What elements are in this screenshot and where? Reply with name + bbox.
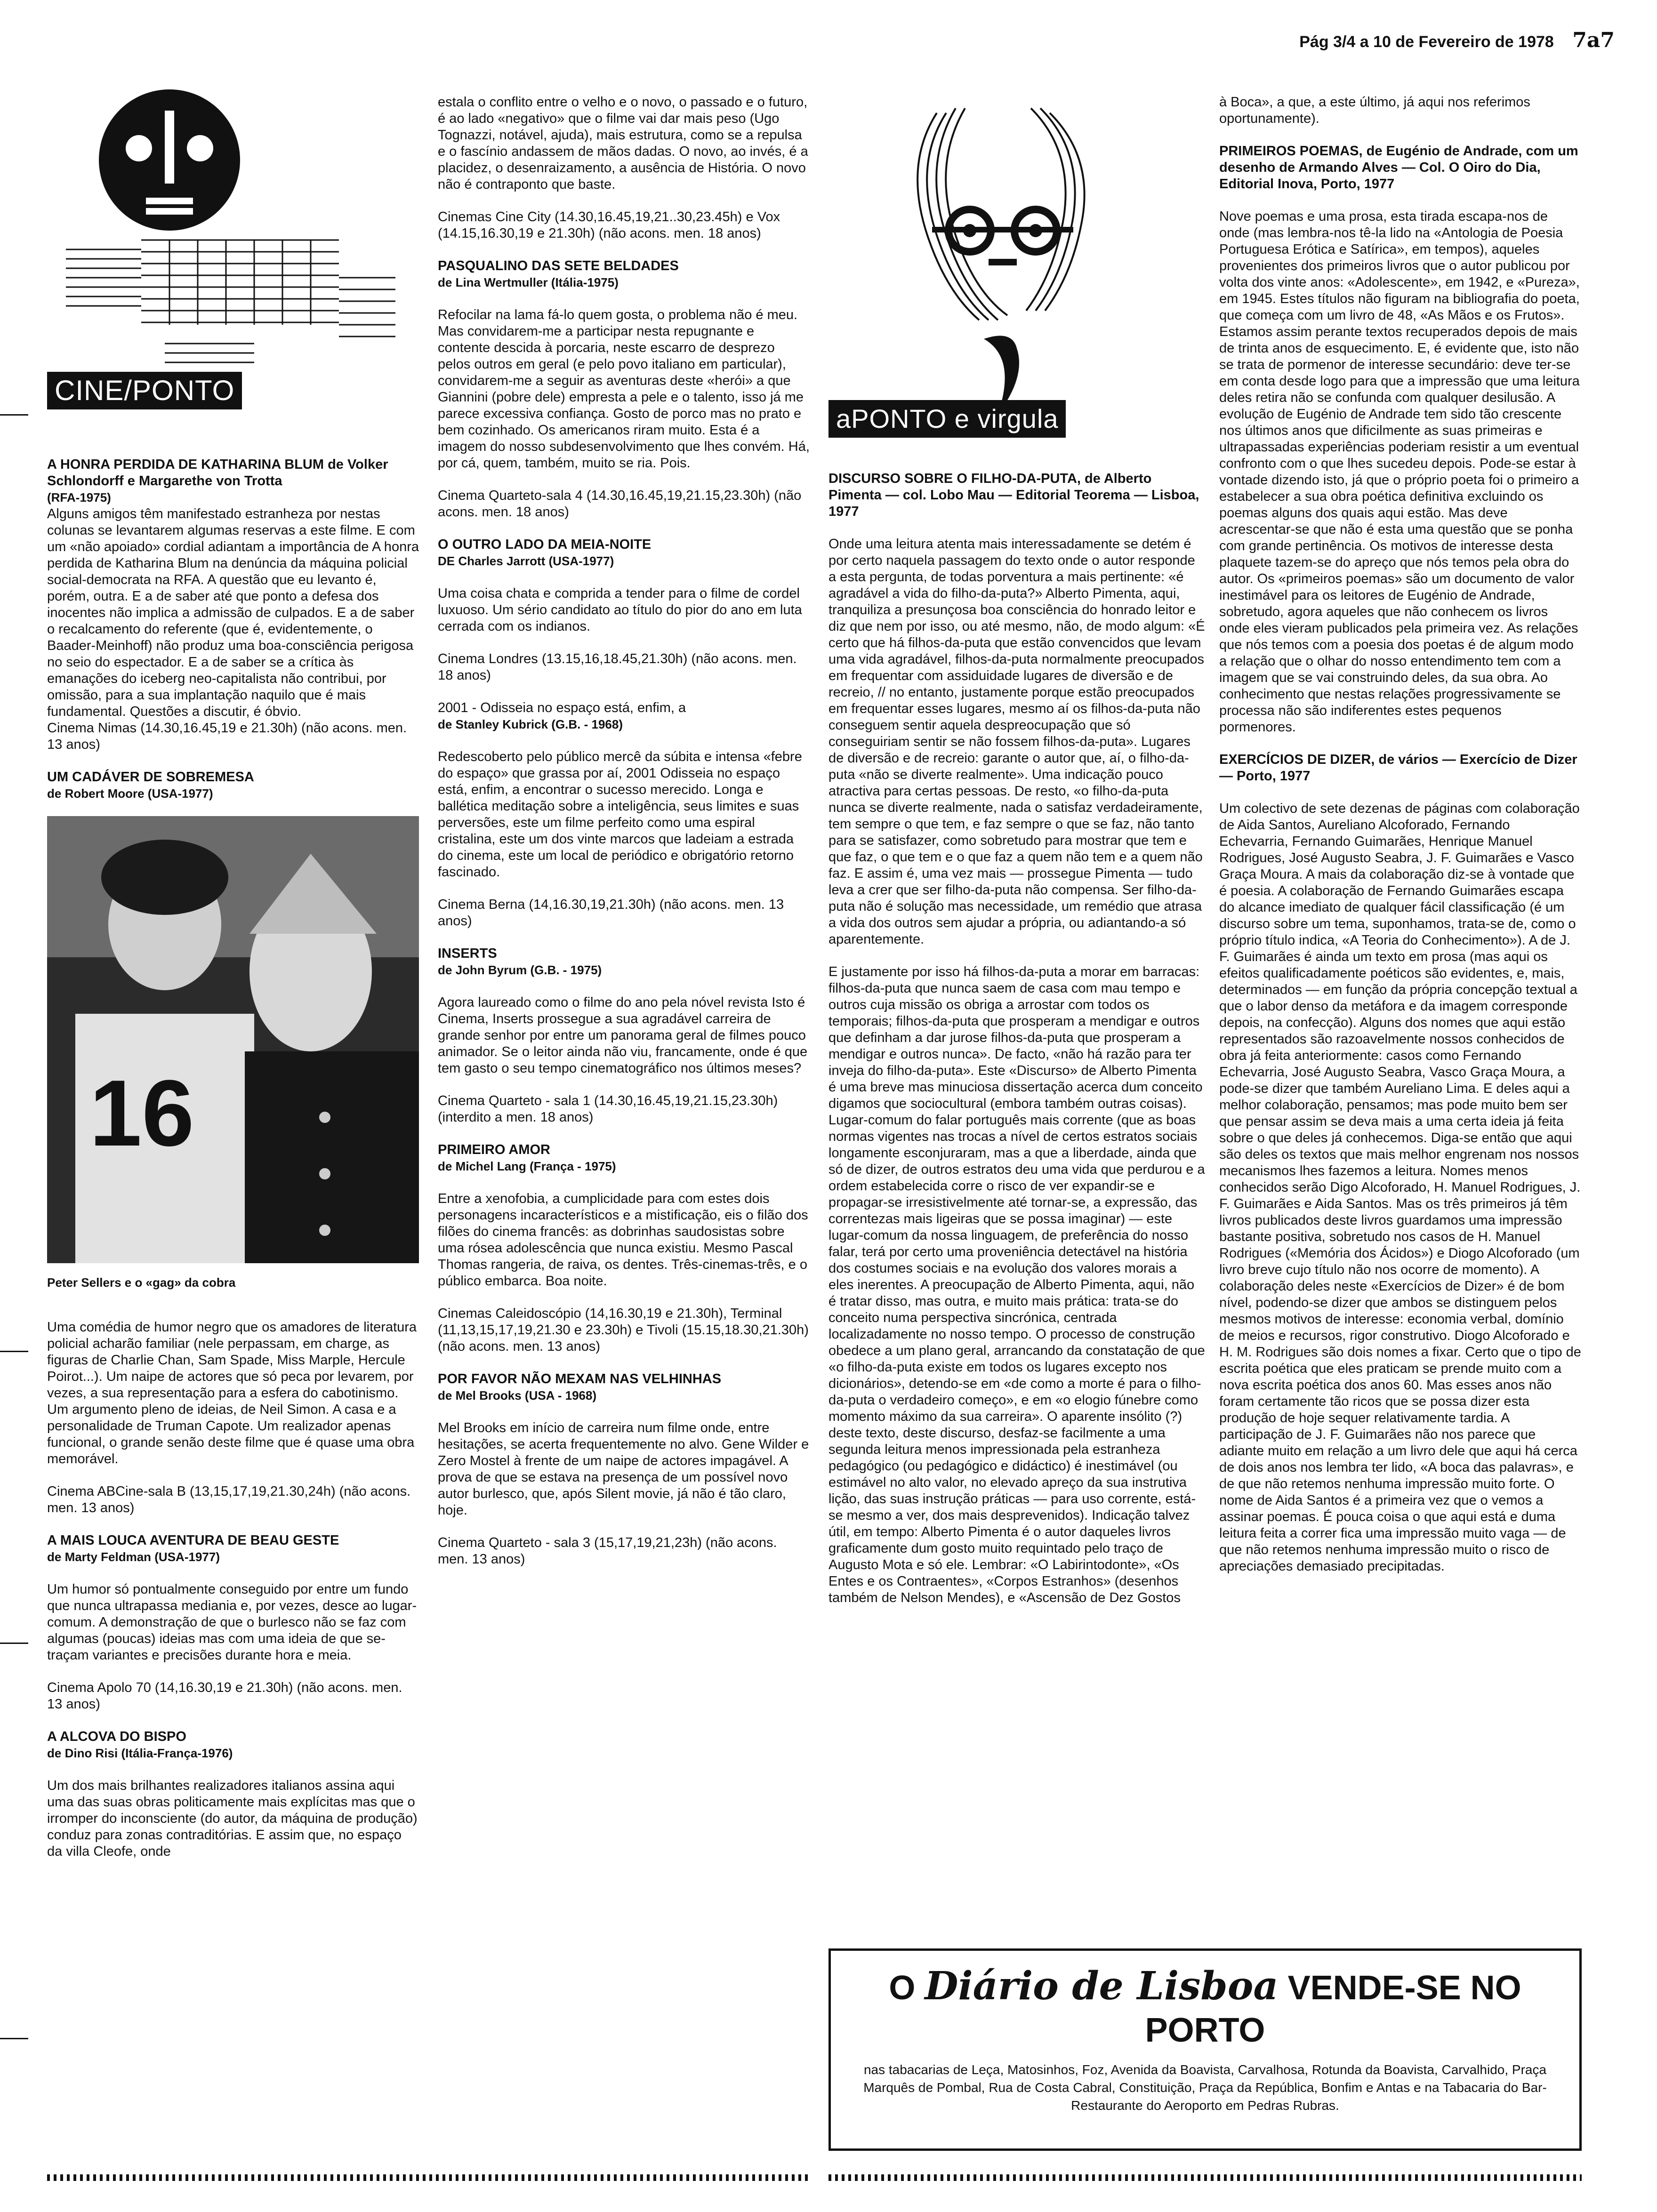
review-subtitle: de Robert Moore (USA-1977) xyxy=(47,786,213,801)
ad-headline: VENDE-SE NO PORTO xyxy=(1145,1969,1521,2049)
cine-face-icon xyxy=(47,89,419,400)
review-body: Um dos mais brilhantes realizadores italianos assina aqui uma das suas obras politicamente mais explícitas mas que o irromper do inconsciente (do autor, da máquina de produção) conduz para zonas contraditórias. E assim que, no espaço da villa Cleofe, onde xyxy=(47,1778,418,1859)
page-header xyxy=(0,28,1615,56)
bottom-dotted-rule xyxy=(828,2174,1582,2181)
review-body: Onde uma leitura atenta mais interessadamente se detém é por certo naquela passagem do texto onde o autor responde a esta pergunta, de todas porventura a mais pertinente: «é agradável a vida do filho-da-puta?» Alberto Pimenta, aqui, tranquiliza a presunçosa boa consciência do honrado leitor e diz que nem por isso, ou até mesmo, não, de modo algum: «É certo que há filhos-da-puta que estão convencidos que levam uma vida agradável, filhos-da-puta normalmente preocupados em frequentar com assiduidade lugares de diversão e de recreio, // no entanto, justamente porque estão preocupados em frequentar esses lugares, mesmo aí os filhos-da-puta não conseguem sentir aquela despreocupação que só conseguiriam sentir se não fossem filhos-da-puta». Lugares de diversão e de recreio: garante o autor que, aí, o filho-da-puta «não se diverte realmente». Uma indicação pouco atractiva para certas pessoas. De resto, «o filho-da-puta nunca se diverte realmente, nada o satisfaz verdadeiramente, tem sempre o que tem, e faz sempre o que se faz, não tanto para se satisfazer, como sobretudo para mostrar que tem e que faz, o que tem e o que faz a quem não tem e a quem não faz. E assim é, uma vez mais — prossegue Pimenta — tudo leva a crer que ser filho-da-puta não compensa. Ser filho-da-puta não é solução mas necessidade, um remédio que atrasa a vida dos outros sem ajudar a própria, ou adiantando-a só aparentemente. xyxy=(828,537,1205,947)
review-body: Um humor só pontualmente conseguido por entre um fundo que nunca ultrapassa mediania e, por vezes, desce ao lugar-comum. A demonstração de que o burlesco não se faz com algumas (poucas) ideias mas com uma ideia de que se-traçam variantes e precisões durante hora e meia. xyxy=(47,1582,417,1663)
review-cinema: Cinemas Caleidoscópio (14,16.30,19 e 21.30h), Terminal (11,13,15,17,19,21.30 e 23.30h) e Tivoli (15.15,18.30,21.30h) (não acons. men. 13 anos) xyxy=(438,1306,809,1354)
bottom-dotted-rule xyxy=(47,2174,810,2181)
ad-article: O xyxy=(889,1969,916,2007)
review-title: EXERCÍCIOS DE DIZER, de vários — Exercício de Dizer — Porto, 1977 xyxy=(1219,752,1577,784)
margin-mark xyxy=(0,1351,28,1352)
film-photo xyxy=(47,816,419,1263)
diario-de-lisboa-ad xyxy=(828,1948,1582,2151)
margin-mark xyxy=(0,1643,28,1644)
ad-body: nas tabacarias de Leça, Matosinhos, Foz, Avenida da Boavista, Carvalhosa, Rotunda da Boavista, Carvalhido, Praça Marquês de Pombal, Rua de Costa Cabral, Constituição, Praça da República, Bonfim e Antas e na Tabacaria do Bar-Restaurante do Aeroporto em Pedras Rubras. xyxy=(863,2062,1547,2113)
review-body: Alguns amigos têm manifestado estranheza por nestas colunas se levantarem algumas reservas a este filme. E com um «não apoiado» cordial adiantam a importância de A honra perdida de Katharina Blum na denúncia da máquina policial social-democrata na RFA. A questão que eu levanto é, porém, outra. E a de saber até que ponto a defesa dos inocentes não implica a admissão de culpados. E a de saber o recalcamento do referente (que é, evidentemente, o Baader-Meinhoff) não produz uma boa-consciência perigosa no seio do espectador. E a de saber se a crítica às emanações do iceberg neo-capitalista não contribui, por omissão, para a sua implantação naquilo que é mais fundamental. Questões a discutir, é óbvio. xyxy=(47,506,419,719)
review-cinema: Cinema Quarteto - sala 3 (15,17,19,21,23h) (não acons. men. 13 anos) xyxy=(438,1535,777,1567)
review-body: Uma coisa chata e comprida a tender para o filme de cordel luxuoso. Um sério candidato ao título do pior do ano em luta cerrada com os indianos. xyxy=(438,586,802,634)
review-title: O OUTRO LADO DA MEIA-NOITE xyxy=(438,537,652,552)
review-cinema: Cinema ABCine-sala B (13,15,17,19,21.30,24h) (não acons. men. 13 anos) xyxy=(47,1484,411,1515)
review-title: PASQUALINO DAS SETE BELDADES xyxy=(438,258,679,273)
aponto-logo xyxy=(828,94,1205,452)
column-2 xyxy=(438,94,810,1584)
review-title: DISCURSO SOBRE O FILHO-DA-PUTA, de Alberto Pimenta — col. Lobo Mau — Editorial Teorema — Lisboa, 1977 xyxy=(828,471,1199,519)
review-title: A ALCOVA DO BISPO xyxy=(47,1729,186,1744)
review-body: estala o conflito entre o velho e o novo, o passado e o futuro, é ao lado «negativo» que o filme vai dar mais peso (Ugo Tognazzi, notável, ajuda), mais estrutura, como se a repulsa e o fascínio andassem de mãos dadas. O novo, ao invés, é a placidez, o desenraizamento, a ausência de História. O novo não é contraponto que baste. xyxy=(438,95,808,192)
review-body: Redescoberto pelo público mercê da súbita e intensa «febre do espaço» que grassa por aí, 2001 Odisseia no espaço está, enfim, a encontrar o sucesso merecido. Longa e balléticа meditação sobre a inteligência, seus limites e suas perversões, este um filme perfeito como uma espiral cristalina, este um dos vinte marcos que ladeiam a estrada do cinema, este um local de periódico e obrigatório retorno fascinado. xyxy=(438,749,802,880)
review-title: PRIMEIROS POEMAS, de Eugénio de Andrade, com um desenho de Armando Alves — Col. O Oiro do Dia, Editorial Inova, Porto, 1977 xyxy=(1219,144,1578,192)
review-cinema: Cinema Quarteto - sala 1 (14.30,16.45,19,21.15,23.30h) (interdito a men. 18 anos) xyxy=(438,1093,778,1125)
review-title: PRIMEIRO AMOR xyxy=(438,1142,550,1157)
photo-illustration xyxy=(47,816,419,1263)
review-body: Nove poemas e uma prosa, esta tirada escapa-nos de onde (mas lembra-nos tê-la lido na «Antologia de Poesia Portuguesa Erótica e Satírica», em tempos), aqueles provenientes dos primeiros livros que o autor publicou por volta dos vinte anos: «Adolescente», em 1942, e «Pureza», em 1945. Estes títulos não figuram na bibliografia do poeta, que começa com um livro de 48, «As Mãos e os Frutos». Estamos assim perante textos recuperados depois de mais de trinta anos de esquecimento. E, é evidente que, isto não se trata de pormenor de interesse secundário: deve ter-se em conta desde logo para que a impressão que uma leitura deles retira não se confunda com qualquer desilusão. A evolução de Eugénio de Andrade tem sido tão crescente nos últimos anos que dificilmente as suas primeiras e ultrapassadas experiências poderiam resistir a um eventual confronto com o que lhes sucedeu depois. Pode-se estar à vontade dizendo isto, já que o próprio poeta foi o primeiro a estabelecer a sua obra poética definitiva excluindo os poemas alguns dos quais aqui estão. Mas deve acrescentar-se que não é esta uma questão que se ponha com grande pertinência. Os motivos de interesse desta plaquete tazem-se do apreço que nós temos pela obra do autor. Os «primeiros poemas» são um documento de valor inestimável para os leitores de Eugénio de Andrade, sobretudo, agora aqueles que não conhecem os livros onde eles vieram publicados pela primeira vez. As relações que nós temos com a poesia dos poetas é de algum modo a relação que o olhar do nosso entendimento tem com a imagem que se vai construindo deles, da sua obra. Ao conhecimento que nestas relações progressivamente se processa não são indiferentes estes pequenos pormenores. xyxy=(1219,209,1580,735)
header-date: Pág 3/4 a 10 de Fevereiro de 1978 xyxy=(1299,33,1554,51)
column-3 xyxy=(828,94,1205,1622)
review-title: POR FAVOR NÃO MEXAM NAS VELHINHAS xyxy=(438,1371,722,1387)
review-subtitle: de Marty Feldman (USA-1977) xyxy=(47,1550,220,1564)
review-cinema: Cinema Quarteto-sala 4 (14.30,16.45,19,21.15,23.30h) (não acons. men. 18 anos) xyxy=(438,488,802,520)
review-title: 2001 - Odisseia no espaço está, enfim, a xyxy=(438,700,686,715)
column-1 xyxy=(47,89,419,1876)
review-cinema: Cinema Londres (13.15,16,18.45,21.30h) (não acons. men. 18 anos) xyxy=(438,651,797,683)
review-title: A HONRA PERDIDA DE KATHARINA BLUM de Volker Schlondorff e Margarethe von Trotta xyxy=(47,457,388,489)
review-cinema: Cinema Nimas (14.30,16.45,19 e 21.30h) (não acons. men. 13 anos) xyxy=(47,721,407,752)
review-subtitle: de Dino Risi (Itália-França-1976) xyxy=(47,1746,233,1760)
review-title: A MAIS LOUCA AVENTURA DE BEAU GESTE xyxy=(47,1533,339,1548)
review-subtitle: DE Charles Jarrott (USA-1977) xyxy=(438,554,614,568)
review-body: Entre a xenofobia, a cumplicidade para com estes dois personagens incaracterísticos e a mistificação, eis o filão dos filões do cinema francês: as dobrinhas saudosistas sobre uma rósea adolescência que nunca existiu. Mesmo Pascal Thomas rangeria, de raiva, os dentes. Três-cinemas-três, e o público embarca. Boa noite. xyxy=(438,1191,808,1289)
review-cinema: Cinema Berna (14,16.30,19,21.30h) (não acons. men. 13 anos) xyxy=(438,897,784,929)
column-4 xyxy=(1219,94,1582,1591)
review-subtitle: de Michel Lang (França - 1975) xyxy=(438,1159,616,1173)
aponto-face-icon xyxy=(828,94,1205,424)
review-body: Um colectivo de sete dezenas de páginas com colaboração de Aida Santos, Aureliano Alcoforado, Fernando Echevarria, Fernando Guimarães, Henrique Manuel Rodrigues, José Augusto Seabra, J. F. Guimarães e Vasco Graça Moura. A mais da colaboração diz-se à vontade que é poesia. A colaboração de Fernando Guimarães escapa do alcance imediato de qualquer fácil classificação (é um discurso sobre um tema, suponhamos, trata-se de, como o próprio título indica, «A Teoria do Conhecimento»). A de J. F. Guimarães é ainda um texto em prosa (mas aqui os efeitos qualificadamente poéticos são evidentes, e, mais, determinados — em função da própria concepção textual a que o labor denso da metáfora e da imagem corresponde depois, na confecção). Alguns dos nomes que aqui estão representados são razoavelmente nossos conhecidos de obra já feita anteriormente: casos como Fernando Echevarria, José Augusto Seabra, Vasco Graça Moura, a pode-se dizer que também Aureliano Lima. E deles aqui a melhor colaboração, pensamos; mas pode muito bem ser que pensar assim se deva mais a uma certa ideia já feita sobre o que deles já conhecemos. Diga-se então que aqui são deles os textos que mais melhor engrenam nos nossos mecanismos lhes fazemos a leitura. Nomes menos conhecidos serão Digo Alcoforado, H. Manuel Rodrigues, J. F. Guimarães e Aida Santos. Mas os três primeiros já têm livros publicados deste livros guardamos uma impressão bastante positiva, sobretudo nos casos de H. Manuel Rodrigues («Memória dos Ácidos») e Diogo Alcoforado (um livro breve cujo título não nos ocorre de momento). A colaboração deles neste «Exercícios de Dizer» é de bom nível, podendo-se dizer que ambos se distinguem pelos mesmos motivos de interesse: economia verbal, domínio de meios e recursos, rigor construtivo. Diogo Alcoforado e H. M. Rodrigues são dois nomes a fixar. Certo que o tipo de escrita poética que eles praticam se prende muito com a nova escrita poética dos anos 60. Mas esses anos não foram certamente tão ricos que se possa dizer esta produção de hoje sequer relativamente tardia. A participação de J. F. Guimarães não nos parece que adiante muito em relação a um livro dele que aqui há cerca de dois anos nos lembra ter lido, «A boca das palavras», e de que não retemos nenhuma impressão muito forte. O nome de Aida Santos é a primeira vez que o vemos a assinar poemas. É pouca coisa o que aqui está e duma leitura feita a correr fica uma impressão muito vaga — de que não retemos nenhuma impressão muito o risco de apreciações demasiado precipitadas. xyxy=(1219,801,1581,1574)
svg-text:16: 16 xyxy=(89,1061,194,1166)
cine-ponto-label: CINE/PONTO xyxy=(47,372,242,409)
review-cinema: Cinemas Cine City (14.30,16.45,19,21..30,23.45h) e Vox (14.15,16.30,19 e 21.30h) (não acons. men. 18 anos) xyxy=(438,209,780,241)
ad-masthead: Diário de Lisboa xyxy=(925,1964,1279,2009)
cine-ponto-logo xyxy=(47,89,419,438)
review-subtitle: (RFA-1975) xyxy=(47,490,111,505)
aponto-label: aPONTO e virgula xyxy=(828,400,1066,438)
margin-mark xyxy=(0,414,28,416)
review-body: E justamente por isso há filhos-da-puta a morar em barracas: filhos-da-puta que nunca saem de casa com mau tempo e outros cuja missão os obriga a arrostar com todos os temporais; filhos-da-puta que prosperam a mendigar e outros que definham a dar jurose filhos-da-puta que prosperam a mendigar e outros nunca». De facto, «não há razão para ter inveja do filho-da-puta». Este «Discurso» de Alberto Pimenta é uma breve mas minuciosa dissertação acerca dum conceito digamos que sociocultural (embora também outras coisas). Lugar-comum do falar português mais corrente (que as boas normas vigentes nas trocas a nível de certos estratos sociais longamente esconjuraram, mas a que a liberdade, ainda que só de dizer, de outros estratos deu uma vida que perdurou e a ordem estabelecida corre o risco de ver expandir-se e propagar-se irresistivelmente até tornar-se, a expressão, das correntezas mais ligeiras que se possa imaginar) — este lugar-comum da nossa linguagem, de preferência do nosso falar, terá por certo uma proveniência detectável na história dos costumes sociais e na evolução dos valores morais a eles inerentes. A preocupação de Alberto Pimenta, aqui, não é tratar disso, mas outra, e muito mais prática: trata-se do conceito numa perspectiva sincrónica, centrada localizadamente no nosso tempo. O processo de construção obedece a um plano geral, arrancando da constatação de que «o filho-da-puta existe em todos os lugares excepto nos dicionários», detendo-se em «de como a morte é para o filho-da-puta o verdadeiro começo», e em «o elogio fúnebre como momento máximo da sua carreira». O aparente insólito (?) deste texto, deste discurso, desfaz-se facilmente a uma segunda leitura menos impressionada pela estranheza pedagógico (ou pedagógico e didáctico) é inestimável (ou estimável no alto valor, no elevado apreço da sua instrutiva lição, das suas instrução práticas — para uso corrente, está-se mesmo a ver, dos mais desprevenidos). Indicação talvez útil, em tempo: Alberto Pimenta é o autor daqueles livros graficamente dum gosto muito requintado pelo traço de Augusto Mota e só ele. Lembrar: «O Labirintodonte», «Os Entes e os Contraentes», «Corpos Estranhos» (desenhos também de Nelson Mendes), e «Ascensão de Dez Gostos xyxy=(828,964,1205,1605)
review-title: INSERTS xyxy=(438,946,497,961)
review-title: UM CADÁVER DE SOBREMESA xyxy=(47,769,254,785)
review-subtitle: de Lina Wertmuller (Itália-1975) xyxy=(438,275,619,289)
review-body: Mel Brooks em início de carreira num filme onde, entre hesitações, se acerta frequentemente no alvo. Gene Wilder e Zero Mostel à frente de um naipe de actores impagável. A prova de que se estava na presença de um possível novo autor burlesco, que, após Silent movie, já não é tão claro, hoje. xyxy=(438,1420,809,1518)
review-body: à Boca», a que, a este último, já aqui nos referimos oportunamente). xyxy=(1219,95,1530,126)
ad-headline-line xyxy=(850,1965,1560,2052)
review-body: Uma comédia de humor negro que os amadores de literatura policial acharão familiar (nele perpassam, em charge, as figuras de Charlie Chan, Sam Spade, Miss Marple, Hercule Poirot...). Um naipe de actores que só peca por levarem, por vezes, a sua representação para a esfera do cabotinismo. Um argumento pleno de ideias, de Neil Simon. A casa e a personalidade de Truman Capote. Um realizador apenas funcional, o grande senão deste filme que é quase uma obra memorável. xyxy=(47,1320,417,1467)
review-subtitle: de Stanley Kubrick (G.B. - 1968) xyxy=(438,717,623,731)
page-number: 7a7 xyxy=(1572,28,1615,52)
margin-mark xyxy=(0,2038,28,2039)
review-body: Refocilar na lama fá-lo quem gosta, o problema não é meu. Mas convidarem-me a participar nesta repugnante e contente descida à porcaria, neste escarro de desprezo pelos outros em geral (e pelo povo italiano em particular), convidarem-me a seguir as aventuras deste «herói» a que Giannini (pobre dele) empresta a pele e o talento, isso já me parece excessiva confiança. Gosto de porco mas no prato e bem cozinhado. Os americanos riram muito. Esta é a imagem do nosso subdesenvolvimento que lhes convém. Há, por cá, quem, também, muito se ria. Pois. xyxy=(438,307,810,471)
review-subtitle: de Mel Brooks (USA - 1968) xyxy=(438,1388,597,1403)
photo-caption: Peter Sellers e o «gag» da cobra xyxy=(47,1275,236,1290)
review-body: Agora laureado como o filme do ano pela nóvel revista Isto é Cinema, Inserts prossegue a sua agradável carreira de grande senhor por entre um panorama geral de filmes pouco animador. Se o leitor ainda não viu, francamente, onde é que tem gasto o seu tempo cinematográfico nos últimos meses? xyxy=(438,995,808,1076)
review-subtitle: de John Byrum (G.B. - 1975) xyxy=(438,963,602,977)
review-cinema: Cinema Apolo 70 (14,16.30,19 e 21.30h) (não acons. men. 13 anos) xyxy=(47,1680,402,1712)
